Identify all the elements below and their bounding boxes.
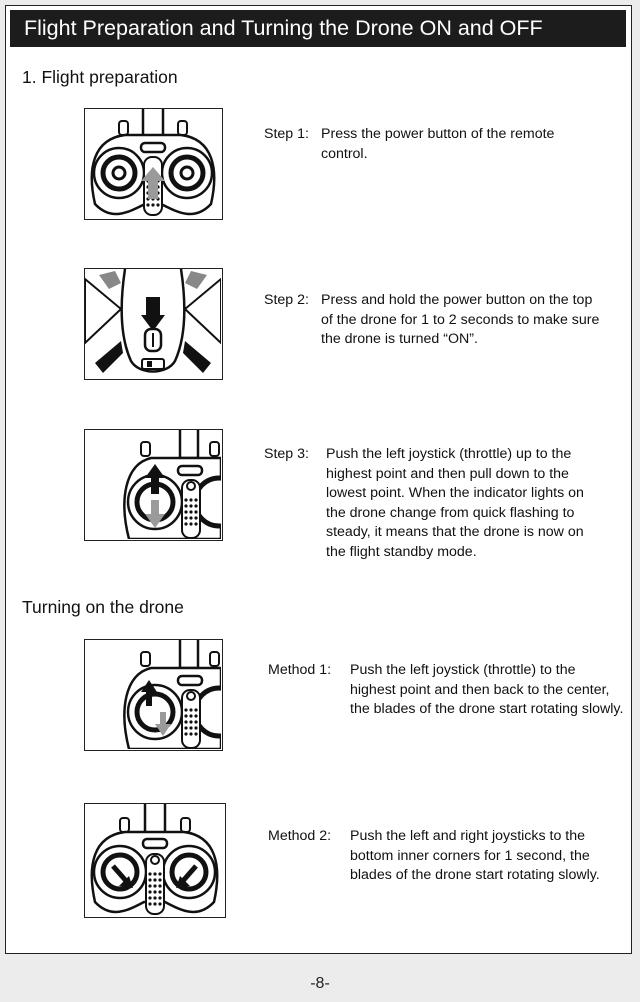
manual-page — [5, 5, 632, 954]
joysticks-inner-corners-illustration — [84, 803, 226, 918]
step-1-label: Step 1: — [264, 126, 309, 142]
step-2-label: Step 2: — [264, 292, 309, 308]
step-3-text: Push the left joystick (throttle) up to the highest point and then pull down to the lowest point. When the indicator lights on the drone change from quick flashing to steady, it means that the drone is now on the flight standby mode. — [326, 446, 584, 560]
throttle-up-center-illustration — [84, 639, 223, 751]
turning-on-heading: Turning on the drone — [22, 597, 184, 617]
flight-preparation-heading: 1. Flight preparation — [22, 67, 178, 87]
step-1-text: Press the power button of the remote control. — [321, 126, 555, 162]
remote-control-power-illustration — [84, 108, 223, 220]
method-1-label: Method 1: — [268, 662, 332, 678]
page-title: Flight Preparation and Turning the Drone ON and OFF — [10, 10, 626, 47]
throttle-up-down-illustration — [84, 429, 223, 541]
drone-power-button-illustration — [84, 268, 223, 380]
method-1-text: Push the left joystick (throttle) to the highest point and then back to the center, the blades of the drone start rotating slowly. — [350, 662, 624, 717]
method-2-label: Method 2: — [268, 828, 332, 844]
page-number: -8- — [310, 975, 330, 992]
step-3-label: Step 3: — [264, 446, 309, 462]
method-2-text: Push the left and right joysticks to the bottom inner corners for 1 second, the blades of the drone start rotating slowly. — [350, 828, 600, 883]
step-2-text: Press and hold the power button on the top of the drone for 1 to 2 seconds to make sure the drone is turned “ON”. — [321, 292, 600, 347]
